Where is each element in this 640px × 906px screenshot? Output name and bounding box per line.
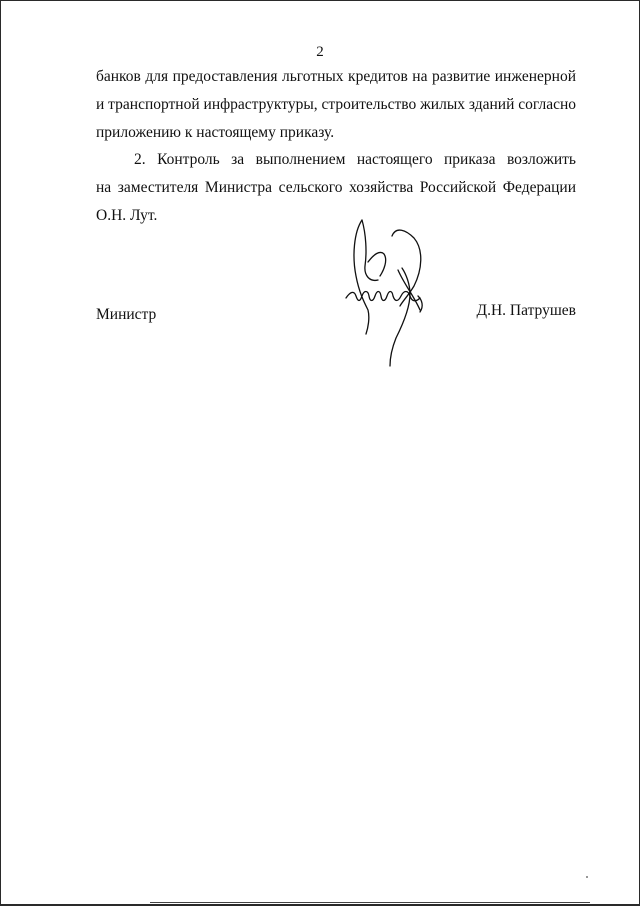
paragraph1-line-3: приложению к настоящему приказу. — [96, 124, 335, 141]
bottom-rule — [150, 902, 590, 903]
scan-speck — [586, 876, 588, 878]
position-title: Министр — [96, 306, 157, 323]
signer-name: Д.Н. Патрушев — [476, 302, 576, 319]
handwritten-signature — [340, 210, 440, 370]
paragraph2-line-3: О.Н. Лут. — [96, 207, 158, 224]
paragraph1-line-1: банков для предоставления льготных кредитов на развитие инженерной — [96, 68, 576, 85]
paragraph1-line-2: и транспортной инфраструктуры, строительство жилых зданий согласно — [96, 96, 576, 113]
paragraph2-line-1: 2. Контроль за выполнением настоящего приказа возложить — [134, 151, 576, 168]
page-number: 2 — [316, 44, 324, 60]
paragraph2-line-2: на заместителя Министра сельского хозяйства Российской Федерации — [96, 179, 576, 196]
